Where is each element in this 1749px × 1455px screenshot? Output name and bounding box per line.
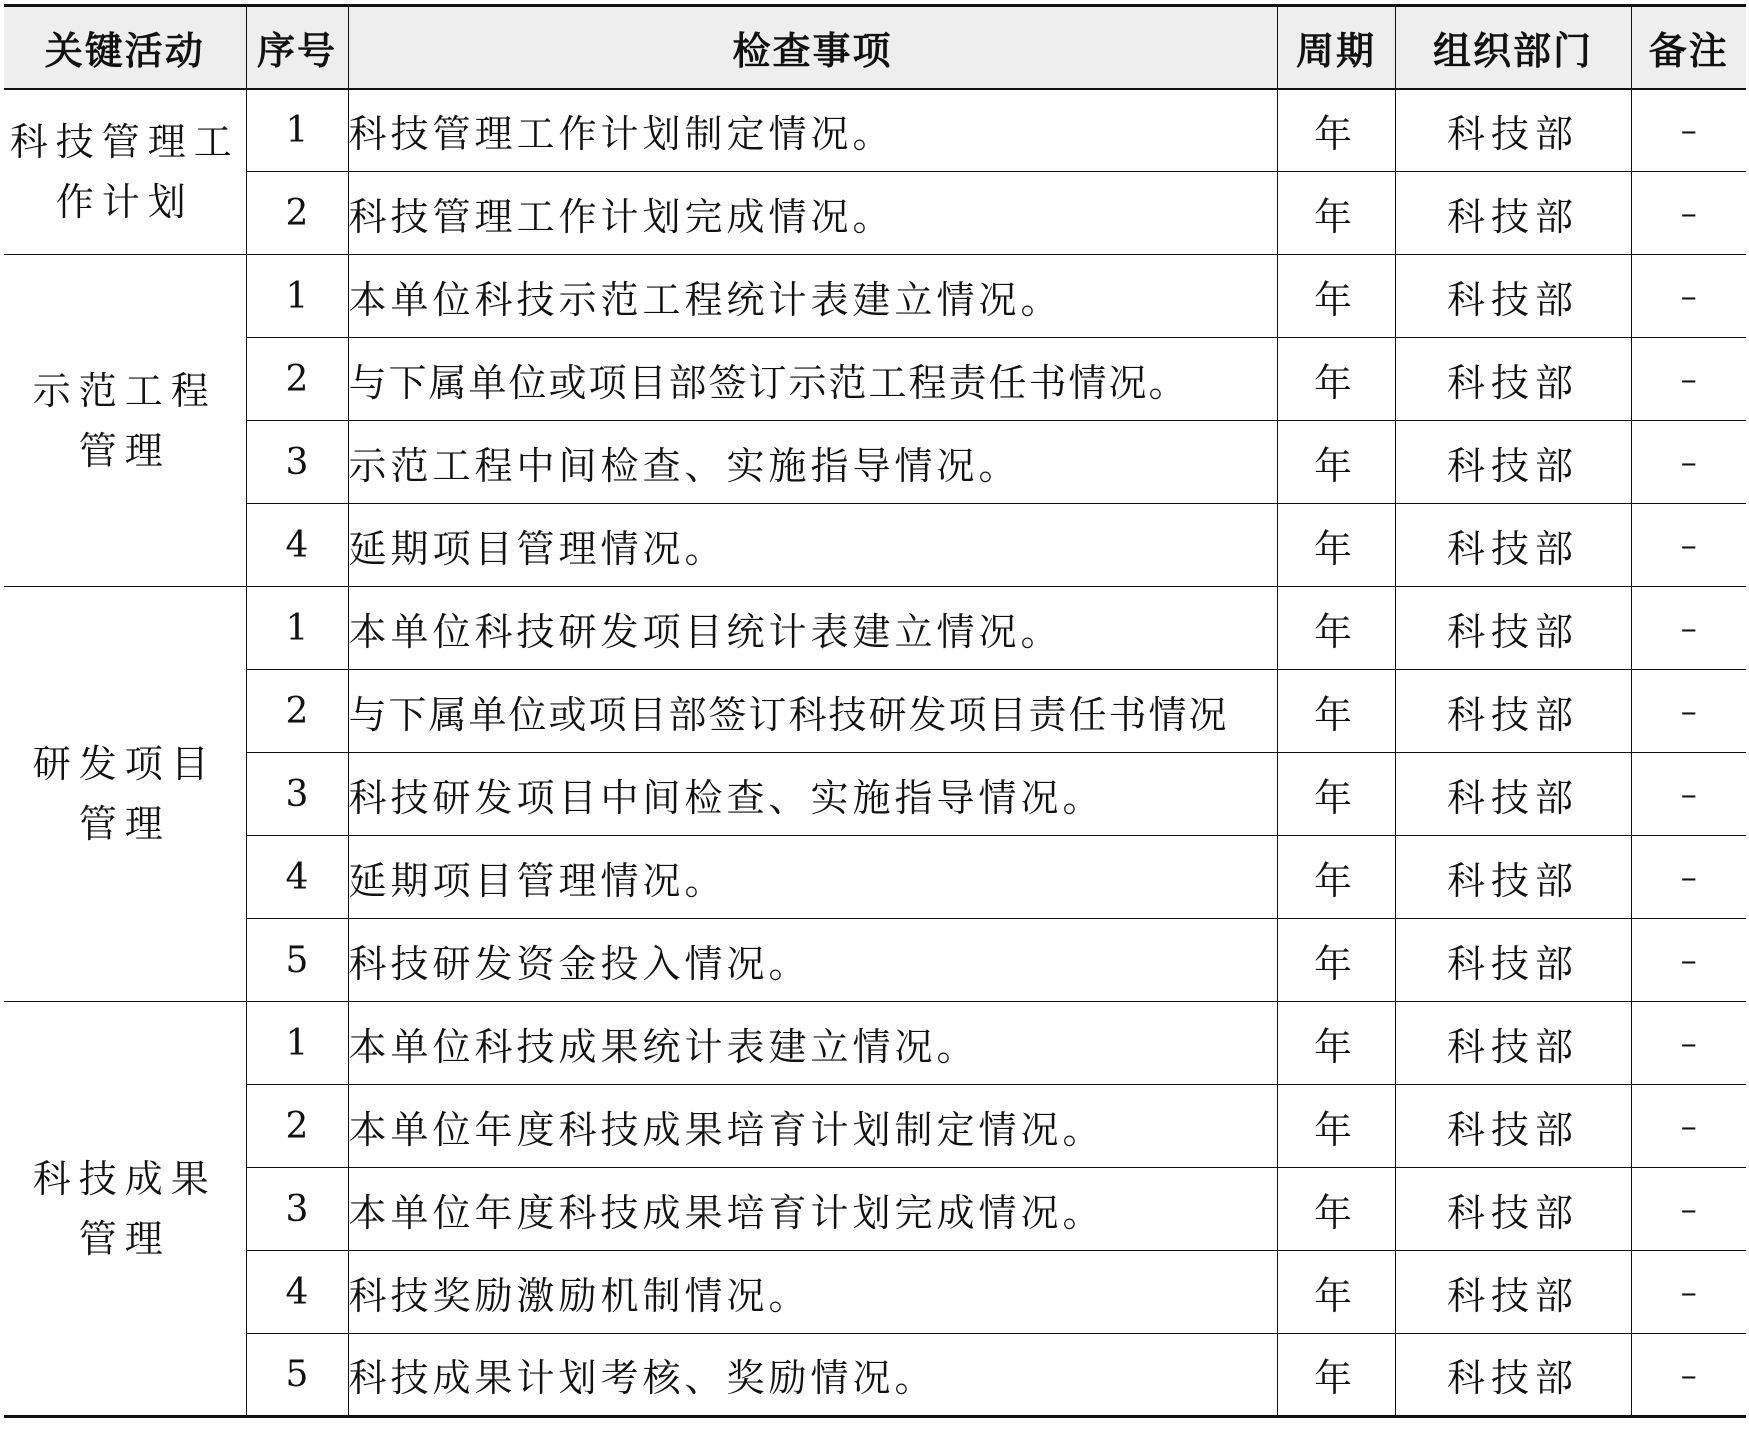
row-number: 1 — [246, 89, 348, 172]
note-cell: – — [1631, 421, 1746, 504]
group-rnd-project — [4, 587, 1746, 1002]
dept-cell: 科技部 — [1395, 1251, 1631, 1334]
row-number: 2 — [246, 1085, 348, 1168]
dept-cell: 科技部 — [1395, 670, 1631, 753]
check-item: 与下属单位或项目部签订科技研发项目责任书情况 — [348, 670, 1277, 753]
header-dept: 组织部门 — [1395, 6, 1631, 89]
group-tech-achievements — [4, 1002, 1746, 1417]
period-cell: 年 — [1277, 172, 1395, 255]
row-number: 1 — [246, 587, 348, 670]
table-row — [4, 587, 1746, 670]
table-row — [4, 753, 1746, 836]
period-cell: 年 — [1277, 338, 1395, 421]
period-cell: 年 — [1277, 1334, 1395, 1417]
header-period: 周期 — [1277, 6, 1395, 89]
period-cell: 年 — [1277, 1085, 1395, 1168]
header-note: 备注 — [1631, 6, 1746, 89]
note-cell: – — [1631, 1168, 1746, 1251]
table-row — [4, 504, 1746, 587]
dept-cell: 科技部 — [1395, 1334, 1631, 1417]
dept-cell: 科技部 — [1395, 172, 1631, 255]
check-item: 延期项目管理情况。 — [348, 504, 1277, 587]
activity-cell — [4, 587, 246, 1002]
table-row — [4, 255, 1746, 338]
check-item: 示范工程中间检查、实施指导情况。 — [348, 421, 1277, 504]
table-row — [4, 670, 1746, 753]
header-item: 检查事项 — [348, 6, 1277, 89]
table-row — [4, 919, 1746, 1002]
check-item: 科技管理工作计划完成情况。 — [348, 172, 1277, 255]
table-row — [4, 89, 1746, 172]
period-cell: 年 — [1277, 1168, 1395, 1251]
dept-cell: 科技部 — [1395, 587, 1631, 670]
check-item: 本单位科技研发项目统计表建立情况。 — [348, 587, 1277, 670]
dept-cell: 科技部 — [1395, 504, 1631, 587]
row-number: 3 — [246, 753, 348, 836]
note-cell: – — [1631, 670, 1746, 753]
row-number: 2 — [246, 338, 348, 421]
note-cell: – — [1631, 753, 1746, 836]
note-cell: – — [1631, 919, 1746, 1002]
table-row — [4, 1334, 1746, 1417]
period-cell: 年 — [1277, 1251, 1395, 1334]
note-cell: – — [1631, 504, 1746, 587]
period-cell: 年 — [1277, 670, 1395, 753]
table-row — [4, 421, 1746, 504]
activity-line: 管理 — [78, 802, 171, 846]
period-cell: 年 — [1277, 504, 1395, 587]
note-cell: – — [1631, 836, 1746, 919]
dept-cell: 科技部 — [1395, 1168, 1631, 1251]
check-item: 科技奖励激励机制情况。 — [348, 1251, 1277, 1334]
check-item: 科技成果计划考核、奖励情况。 — [348, 1334, 1277, 1417]
note-cell: – — [1631, 89, 1746, 172]
row-number: 1 — [246, 255, 348, 338]
header-activity: 关键活动 — [4, 6, 246, 89]
dept-cell: 科技部 — [1395, 919, 1631, 1002]
activity-line: 研发项目 — [32, 742, 217, 786]
row-number: 2 — [246, 670, 348, 753]
table-row — [4, 338, 1746, 421]
period-cell: 年 — [1277, 753, 1395, 836]
table-row — [4, 836, 1746, 919]
dept-cell: 科技部 — [1395, 753, 1631, 836]
check-item: 本单位年度科技成果培育计划制定情况。 — [348, 1085, 1277, 1168]
dept-cell: 科技部 — [1395, 1002, 1631, 1085]
period-cell: 年 — [1277, 919, 1395, 1002]
dept-cell: 科技部 — [1395, 255, 1631, 338]
period-cell: 年 — [1277, 1002, 1395, 1085]
note-cell: – — [1631, 1334, 1746, 1417]
row-number: 4 — [246, 1251, 348, 1334]
period-cell: 年 — [1277, 421, 1395, 504]
note-cell: – — [1631, 338, 1746, 421]
activity-cell — [4, 89, 246, 255]
dept-cell: 科技部 — [1395, 1085, 1631, 1168]
group-demo-project — [4, 255, 1746, 587]
dept-cell: 科技部 — [1395, 421, 1631, 504]
inspection-checklist-table — [4, 4, 1746, 1418]
row-number: 5 — [246, 919, 348, 1002]
check-item: 与下属单位或项目部签订示范工程责任书情况。 — [348, 338, 1277, 421]
note-cell: – — [1631, 172, 1746, 255]
activity-cell — [4, 255, 246, 587]
group-tech-plan — [4, 89, 1746, 255]
row-number: 4 — [246, 836, 348, 919]
activity-line: 示范工程 — [32, 368, 217, 413]
dept-cell: 科技部 — [1395, 836, 1631, 919]
row-number: 2 — [246, 172, 348, 255]
note-cell: – — [1631, 587, 1746, 670]
header-row — [4, 6, 1746, 89]
note-cell: – — [1631, 1002, 1746, 1085]
header-no: 序号 — [246, 6, 348, 89]
row-number: 3 — [246, 421, 348, 504]
check-item: 本单位科技示范工程统计表建立情况。 — [348, 255, 1277, 338]
row-number: 5 — [246, 1334, 348, 1417]
activity-cell — [4, 1002, 246, 1417]
note-cell: – — [1631, 255, 1746, 338]
note-cell: – — [1631, 1251, 1746, 1334]
check-item: 本单位科技成果统计表建立情况。 — [348, 1002, 1277, 1085]
activity-line: 科技成果 — [32, 1156, 217, 1201]
row-number: 1 — [246, 1002, 348, 1085]
dept-cell: 科技部 — [1395, 89, 1631, 172]
check-item: 科技研发资金投入情况。 — [348, 919, 1277, 1002]
row-number: 4 — [246, 504, 348, 587]
table-row — [4, 1002, 1746, 1085]
period-cell: 年 — [1277, 587, 1395, 670]
check-item: 延期项目管理情况。 — [348, 836, 1277, 919]
period-cell: 年 — [1277, 89, 1395, 172]
row-number: 3 — [246, 1168, 348, 1251]
activity-line: 科技管理工 — [9, 119, 240, 164]
check-item: 科技管理工作计划制定情况。 — [348, 89, 1277, 172]
period-cell: 年 — [1277, 836, 1395, 919]
table-row — [4, 172, 1746, 255]
note-cell: – — [1631, 1085, 1746, 1168]
dept-cell: 科技部 — [1395, 338, 1631, 421]
table-row — [4, 1251, 1746, 1334]
table-row — [4, 1168, 1746, 1251]
activity-line: 管理 — [78, 1216, 171, 1261]
period-cell: 年 — [1277, 255, 1395, 338]
activity-line: 作计划 — [55, 179, 194, 224]
check-item: 本单位年度科技成果培育计划完成情况。 — [348, 1168, 1277, 1251]
table-header — [4, 6, 1746, 89]
activity-line: 管理 — [78, 428, 171, 473]
check-item: 科技研发项目中间检查、实施指导情况。 — [348, 753, 1277, 836]
table-row — [4, 1085, 1746, 1168]
